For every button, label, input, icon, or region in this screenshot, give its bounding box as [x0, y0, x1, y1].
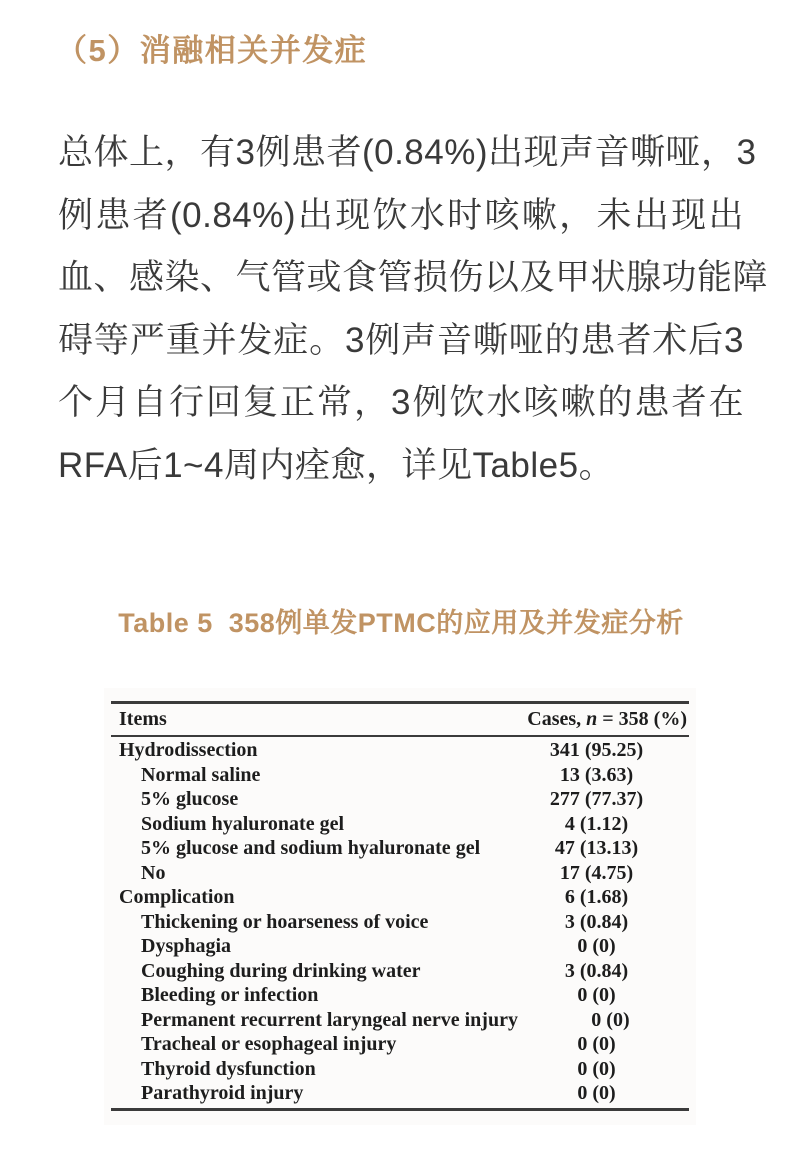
- table-header-cases-prefix: Cases,: [527, 708, 587, 730]
- row-value: 0 (0): [577, 1082, 616, 1104]
- row-label: Thickening or hoarseness of voice: [141, 910, 429, 933]
- table-row: [111, 1081, 689, 1106]
- table-header-cases-n: n: [586, 708, 598, 730]
- row-value: 13 (3.63): [559, 763, 634, 786]
- table-header-items: Items: [119, 708, 167, 730]
- table-row: [111, 1057, 689, 1082]
- row-label: Complication: [119, 886, 235, 908]
- table-caption: Table 5 358例单发PTMC的应用及并发症分析: [118, 608, 684, 638]
- row-label: Bleeding or infection: [141, 984, 319, 1006]
- table-row: [111, 1032, 689, 1057]
- table-row: [111, 885, 689, 910]
- row-label: 5% glucose and sodium hyaluronate gel: [141, 837, 481, 859]
- paragraph-line: 总体上，有3例患者(0.84%)出现声音嘶哑，3: [58, 133, 757, 172]
- section-heading: （5）消融相关并发症: [56, 33, 368, 68]
- row-value: 6 (1.68): [564, 886, 629, 908]
- row-label: Permanent recurrent laryngeal nerve injury: [141, 1008, 518, 1031]
- row-value: 3 (0.84): [564, 959, 629, 982]
- table-row: [111, 934, 689, 959]
- row-label: Parathyroid injury: [141, 1082, 304, 1104]
- paragraph-line: 血、感染、气管或食管损伤以及甲状腺功能障: [58, 258, 769, 297]
- row-label: Tracheal or esophageal injury: [141, 1033, 397, 1055]
- paragraph-line: RFA后1~4周内痊愈，详见Table5。: [58, 445, 615, 485]
- row-value: 4 (1.12): [564, 812, 629, 835]
- row-label: Normal saline: [141, 763, 261, 786]
- row-label: Coughing during drinking water: [141, 959, 421, 982]
- table-row: [111, 738, 689, 763]
- table-row: [111, 861, 689, 886]
- body-paragraph: [58, 122, 769, 497]
- paragraph-line: 碍等严重并发症。3例声音嘶哑的患者术后3: [58, 320, 744, 360]
- paragraph-line: 个月自行回复正常，3例饮水咳嗽的患者在: [58, 383, 744, 422]
- table-row: [111, 959, 689, 984]
- table-row: [111, 910, 689, 935]
- table-header-row: [111, 704, 689, 737]
- row-label: Sodium hyaluronate gel: [141, 812, 344, 835]
- row-value: 0 (0): [577, 1033, 616, 1055]
- row-label: Dysphagia: [141, 935, 232, 957]
- table-row: [111, 1008, 689, 1033]
- row-value: 3 (0.84): [564, 910, 629, 933]
- row-label: 5% glucose: [141, 788, 239, 810]
- row-value: 277 (77.37): [549, 788, 644, 810]
- table-body: [111, 737, 689, 1108]
- row-value: 47 (13.13): [554, 837, 639, 859]
- table: [111, 701, 689, 1111]
- row-value: 0 (0): [577, 984, 616, 1006]
- table-figure: [104, 688, 696, 1125]
- row-label: No: [141, 861, 166, 884]
- table-header-cases: [527, 708, 687, 731]
- row-value: 0 (0): [577, 1057, 616, 1080]
- row-value: 17 (4.75): [559, 861, 634, 884]
- table-row: [111, 836, 689, 861]
- row-value: 0 (0): [591, 1008, 630, 1031]
- row-label: Thyroid dysfunction: [141, 1057, 316, 1080]
- table-header-cases-suffix: = 358 (%): [597, 708, 687, 730]
- table-row: [111, 763, 689, 788]
- paragraph-line: 例患者(0.84%)出现饮水时咳嗽，未出现出: [58, 195, 744, 235]
- row-value: 341 (95.25): [549, 739, 644, 761]
- table-row: [111, 983, 689, 1008]
- table-row: [111, 787, 689, 812]
- row-label: Hydrodissection: [119, 739, 258, 761]
- table-row: [111, 812, 689, 837]
- row-value: 0 (0): [577, 935, 616, 957]
